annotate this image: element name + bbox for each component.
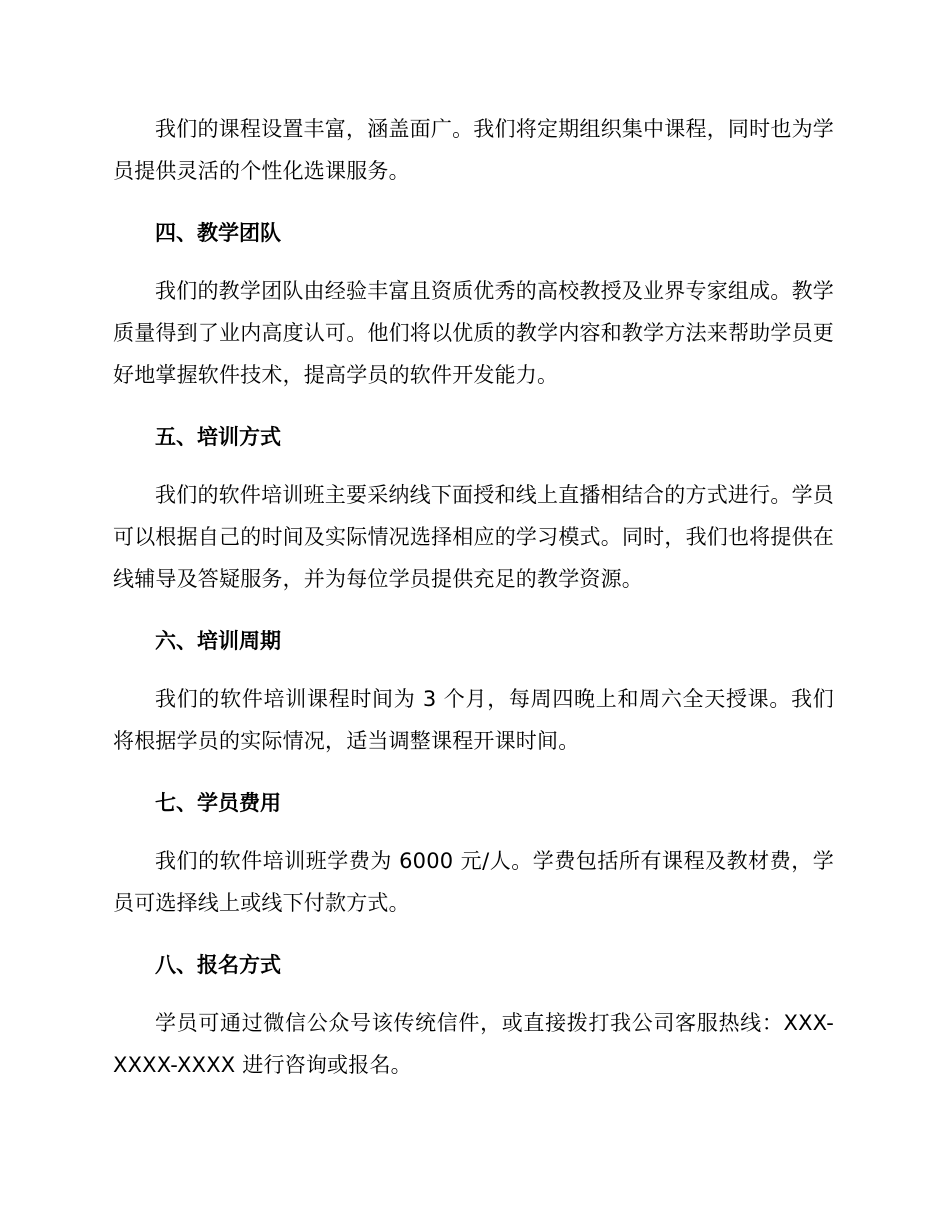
training-method-paragraph: 我们的软件培训班主要采纳线下面授和线上直播相结合的方式进行。学员可以根据自己的时间及实际情况选择相应的学习模式。同时，我们也将提供在线辅导及答疑服务，并为每位学员提供充足的教学资源。	[113, 483, 834, 591]
document-page	[113, 108, 834, 1086]
registration-paragraph: 学员可通过微信公众号该传统信件，或直接拨打我公司客服热线：XXX-XXXX-XXXX 进行咨询或报名。	[113, 1011, 834, 1077]
training-period-paragraph: 我们的软件培训课程时间为 3 个月，每周四晚上和周六全天授课。我们将根据学员的实际情况，适当调整课程开课时间。	[113, 687, 834, 753]
teaching-team-heading: 四、教学团队	[155, 221, 281, 245]
training-period-heading: 六、培训周期	[155, 629, 281, 653]
student-fees-paragraph: 我们的软件培训班学费为 6000 元/人。学费包括所有课程及教材费，学员可选择线上或线下付款方式。	[113, 849, 834, 915]
student-fees-heading: 七、学员费用	[155, 791, 281, 815]
registration-heading: 八、报名方式	[155, 953, 281, 977]
training-method-heading: 五、培训方式	[155, 425, 281, 449]
course-settings-paragraph: 我们的课程设置丰富，涵盖面广。我们将定期组织集中课程，同时也为学员提供灵活的个性化选课服务。	[113, 117, 834, 183]
teaching-team-paragraph: 我们的教学团队由经验丰富且资质优秀的高校教授及业界专家组成。教学质量得到了业内高度认可。他们将以优质的教学内容和教学方法来帮助学员更好地掌握软件技术，提高学员的软件开发能力。	[113, 279, 834, 387]
